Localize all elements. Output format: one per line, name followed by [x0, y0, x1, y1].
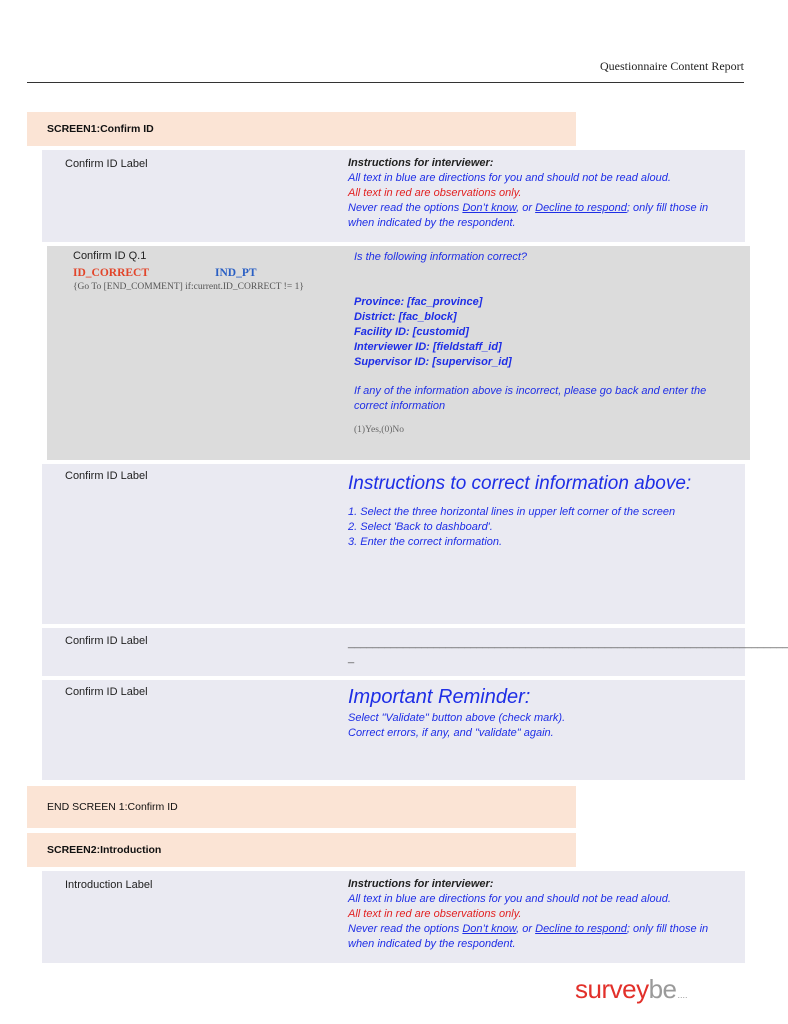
- never-suffix: ; only fill those in when indicated by the respondent.: [348, 202, 709, 229]
- row-label: Confirm ID Label: [65, 470, 148, 482]
- correct-step-1: 1. Select the three horizontal lines in upper left corner of the screen: [348, 506, 676, 518]
- field-district: District: [fac_block]: [354, 311, 457, 323]
- instructions-never-read: [348, 922, 736, 952]
- question-indicator: IND_PT: [215, 267, 257, 279]
- logo-wordmark: [575, 974, 677, 1005]
- divider-tail: _: [348, 652, 355, 664]
- interviewer-instructions: [348, 877, 736, 952]
- instructions-heading: Instructions for interviewer:: [348, 157, 494, 169]
- instructions-blue-line: All text in blue are directions for you and should not be read aloud.: [348, 172, 671, 184]
- reminder-line-2: Correct errors, if any, and "validate" again.: [348, 727, 554, 739]
- confirm-id-question-row: [47, 246, 750, 460]
- question-variable: ID_CORRECT: [73, 267, 150, 279]
- divider-line: [348, 636, 788, 666]
- correct-step-3: 3. Enter the correct information.: [348, 536, 503, 548]
- answer-options: (1)Yes,(0)No: [354, 425, 404, 435]
- correct-info-content: [348, 470, 736, 550]
- correct-step-2: 2. Select 'Back to dashboard'.: [348, 521, 493, 533]
- row-label: Confirm ID Label: [65, 158, 148, 170]
- correct-info-row: [42, 464, 745, 624]
- instructions-blue-line: All text in blue are directions for you and should not be read aloud.: [348, 893, 671, 905]
- instructions-never-read: [348, 201, 736, 231]
- or-text: , or: [516, 923, 536, 935]
- decline-option: Decline to respond: [535, 923, 627, 935]
- or-text: , or: [516, 202, 536, 214]
- interviewer-instructions: [348, 156, 736, 231]
- never-prefix: Never read the options: [348, 923, 463, 935]
- dont-know-option: Don’t know: [462, 202, 517, 214]
- question-prompt: Is the following information correct?: [354, 251, 528, 263]
- never-suffix: ; only fill those in when indicated by the respondent.: [348, 923, 709, 950]
- divider-row: [42, 628, 788, 676]
- decline-option: Decline to respond: [535, 202, 627, 214]
- dont-know-option: Don’t know: [462, 923, 517, 935]
- header-divider: [27, 82, 744, 83]
- reminder-line-1: Select "Validate" button above (check mark).: [348, 712, 566, 724]
- field-interviewer-id: Interviewer ID: [fieldstaff_id]: [354, 341, 502, 353]
- never-prefix: Never read the options: [348, 202, 463, 214]
- row-label: Confirm ID Label: [65, 635, 148, 647]
- field-province: Province: [fac_province]: [354, 296, 483, 308]
- introduction-instructions-row: [42, 871, 745, 963]
- logo-dots: ....: [677, 990, 688, 1000]
- divider-text: ________________________________________________________________________: [348, 637, 788, 649]
- field-supervisor-id: Supervisor ID: [supervisor_id]: [354, 356, 512, 368]
- field-facility-id: Facility ID: [customid]: [354, 326, 469, 338]
- correct-info-heading: Instructions to correct information above:: [348, 473, 692, 494]
- surveybe-logo: [575, 974, 688, 1005]
- logo-part-2: be: [648, 974, 677, 1004]
- question-content: [354, 250, 742, 438]
- row-label: Introduction Label: [65, 879, 153, 891]
- row-label: Confirm ID Label: [65, 686, 148, 698]
- reminder-heading: Important Reminder:: [348, 686, 531, 708]
- instructions-red-line: All text in red are observations only.: [348, 187, 522, 199]
- end-screen1-bar: END SCREEN 1:Confirm ID: [27, 786, 576, 828]
- instructions-red-line: All text in red are observations only.: [348, 908, 522, 920]
- skip-logic: {Go To [END_COMMENT] if:current.ID_CORRECT != 1}: [73, 282, 304, 292]
- screen1-section-bar: SCREEN1:Confirm ID: [27, 112, 576, 146]
- incorrect-note: If any of the information above is incorrect, please go back and enter the correct information: [354, 385, 707, 412]
- confirm-id-instructions-row: [42, 150, 745, 242]
- instructions-heading: Instructions for interviewer:: [348, 878, 494, 890]
- logo-part-1: survey: [575, 974, 649, 1004]
- question-label: Confirm ID Q.1: [73, 250, 147, 262]
- reminder-content: [348, 684, 736, 741]
- reminder-row: [42, 680, 745, 780]
- screen2-section-bar: SCREEN2:Introduction: [27, 833, 576, 867]
- report-title: Questionnaire Content Report: [600, 59, 744, 73]
